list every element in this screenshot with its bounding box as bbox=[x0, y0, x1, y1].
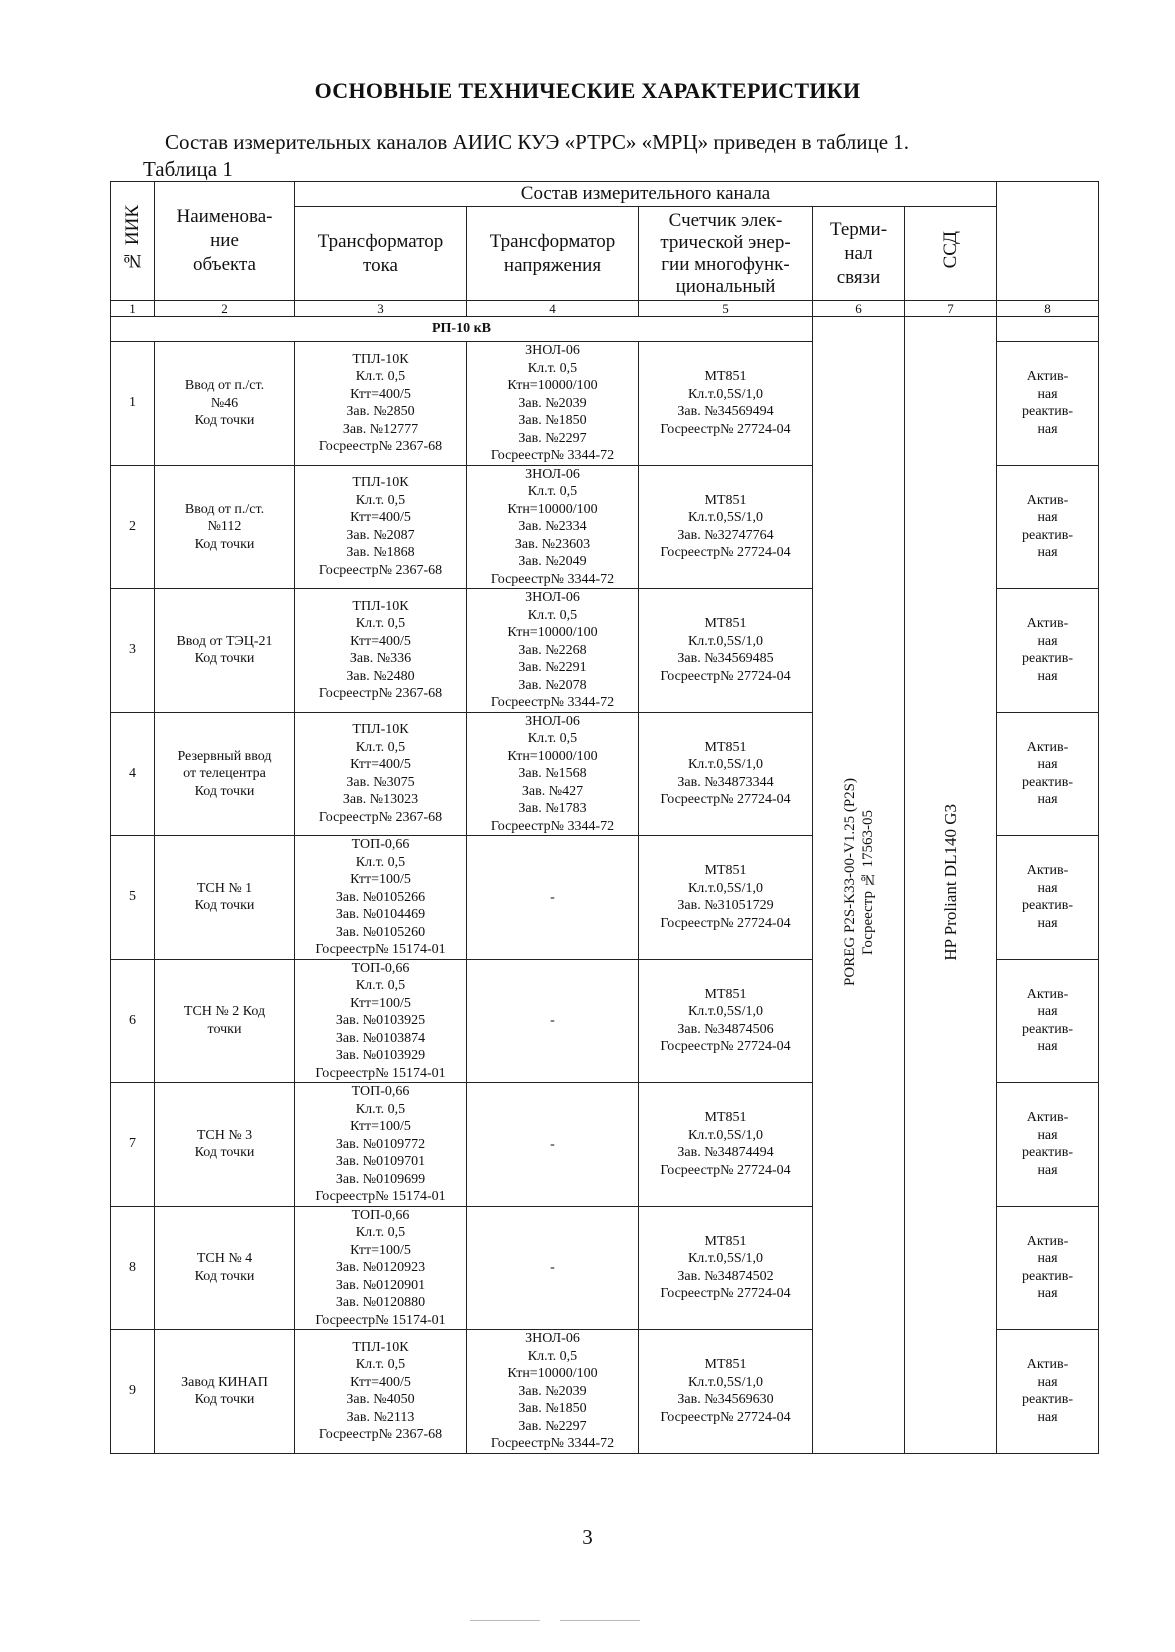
energy-kind: Актив- ная реактив- ная bbox=[997, 589, 1099, 713]
section-col8 bbox=[997, 317, 1099, 342]
terminal-value bbox=[813, 317, 905, 1454]
row-number: 8 bbox=[111, 1206, 155, 1330]
energy-meter: МТ851 Кл.т.0,5S/1,0 Зав. №34874494 Госреестр№ 27724-04 bbox=[639, 1083, 813, 1207]
col-number: 1 bbox=[111, 301, 155, 317]
section-row bbox=[111, 317, 1099, 342]
object-name: ТСН № 4 Код точки bbox=[155, 1206, 295, 1330]
current-transformer: ТОП-0,66 Кл.т. 0,5 Ктт=100/5 Зав. №0103925 Зав. №0103874 Зав. №0103929 Госреестр№ 15174-01 bbox=[295, 959, 467, 1083]
energy-kind: Актив- ная реактив- ная bbox=[997, 1206, 1099, 1330]
energy-meter: МТ851 Кл.т.0,5S/1,0 Зав. №34569494 Госреестр№ 27724-04 bbox=[639, 342, 813, 466]
intro-text: Состав измерительных каналов АИИС КУЭ «РТРС» «МРЦ» приведен в таблице 1. bbox=[165, 130, 910, 154]
object-name: Ввод от п./ст. №46 Код точки bbox=[155, 342, 295, 466]
row-number: 5 bbox=[111, 836, 155, 960]
energy-meter: МТ851 Кл.т.0,5S/1,0 Зав. №34873344 Госреестр№ 27724-04 bbox=[639, 712, 813, 836]
object-name: ТСН № 1 Код точки bbox=[155, 836, 295, 960]
ssd-value bbox=[905, 317, 997, 1454]
header-object: Наименова- ние объекта bbox=[155, 182, 295, 301]
voltage-transformer: ЗНОЛ-06 Кл.т. 0,5 Ктн=10000/100 Зав. №2039 Зав. №1850 Зав. №2297 Госреестр№ 3344-72 bbox=[467, 1330, 639, 1454]
object-name: ТСН № 3 Код точки bbox=[155, 1083, 295, 1207]
energy-kind: Актив- ная реактив- ная bbox=[997, 342, 1099, 466]
col-number: 3 bbox=[295, 301, 467, 317]
energy-kind: Актив- ная реактив- ная bbox=[997, 712, 1099, 836]
voltage-transformer: ЗНОЛ-06 Кл.т. 0,5 Ктн=10000/100 Зав. №2268 Зав. №2291 Зав. №2078 Госреестр№ 3344-72 bbox=[467, 589, 639, 713]
col-number: 2 bbox=[155, 301, 295, 317]
current-transformer: ТПЛ-10К Кл.т. 0,5 Ктт=400/5 Зав. №3075 Зав. №13023 Госреестр№ 2367-68 bbox=[295, 712, 467, 836]
col-number: 7 bbox=[905, 301, 997, 317]
current-transformer: ТОП-0,66 Кл.т. 0,5 Ктт=100/5 Зав. №0105266 Зав. №0104469 Зав. №0105260 Госреестр№ 15174-01 bbox=[295, 836, 467, 960]
col-number: 4 bbox=[467, 301, 639, 317]
current-transformer: ТПЛ-10К Кл.т. 0,5 Ктт=400/5 Зав. №2087 Зав. №1868 Госреестр№ 2367-68 bbox=[295, 465, 467, 589]
header-terminal: Терми- нал связи bbox=[813, 207, 905, 301]
voltage-transformer: - bbox=[467, 836, 639, 960]
col-number: 6 bbox=[813, 301, 905, 317]
header-meter: Счетчик элек- трической энер- гии многофунк- циональный bbox=[639, 207, 813, 301]
row-number: 4 bbox=[111, 712, 155, 836]
energy-meter: МТ851 Кл.т.0,5S/1,0 Зав. №34569485 Госреестр№ 27724-04 bbox=[639, 589, 813, 713]
object-name: ТСН № 2 Код точки bbox=[155, 959, 295, 1083]
energy-kind: Актив- ная реактив- ная bbox=[997, 836, 1099, 960]
current-transformer: ТПЛ-10К Кл.т. 0,5 Ктт=400/5 Зав. №2850 Зав. №12777 Госреестр№ 2367-68 bbox=[295, 342, 467, 466]
energy-meter: МТ851 Кл.т.0,5S/1,0 Зав. №34874502 Госреестр№ 27724-04 bbox=[639, 1206, 813, 1330]
energy-meter: МТ851 Кл.т.0,5S/1,0 Зав. №34874506 Госреестр№ 27724-04 bbox=[639, 959, 813, 1083]
energy-kind: Актив- ная реактив- ная bbox=[997, 1083, 1099, 1207]
row-number: 6 bbox=[111, 959, 155, 1083]
col-number: 5 bbox=[639, 301, 813, 317]
measurement-channels-table bbox=[110, 181, 1099, 1454]
page-number: 3 bbox=[582, 1525, 593, 1549]
header-col8 bbox=[997, 182, 1099, 301]
header-vt: Трансформатор напряжения bbox=[467, 207, 639, 301]
object-name: Ввод от п./ст. №112 Код точки bbox=[155, 465, 295, 589]
scan-artifact bbox=[470, 1620, 540, 1621]
row-number: 2 bbox=[111, 465, 155, 589]
row-number: 7 bbox=[111, 1083, 155, 1207]
row-number: 1 bbox=[111, 342, 155, 466]
voltage-transformer: ЗНОЛ-06 Кл.т. 0,5 Ктн=10000/100 Зав. №1568 Зав. №427 Зав. №1783 Госреестр№ 3344-72 bbox=[467, 712, 639, 836]
ssd-value-text: HP Proliant DL140 G3 bbox=[940, 803, 960, 961]
scan-artifact bbox=[560, 1620, 640, 1621]
object-name: Завод КИНАП Код точки bbox=[155, 1330, 295, 1454]
table-caption: Таблица 1 bbox=[143, 157, 233, 181]
voltage-transformer: ЗНОЛ-06 Кл.т. 0,5 Ктн=10000/100 Зав. №2039 Зав. №1850 Зав. №2297 Госреестр№ 3344-72 bbox=[467, 342, 639, 466]
page-title: ОСНОВНЫЕ ТЕХНИЧЕСКИЕ ХАРАКТЕРИСТИКИ bbox=[314, 78, 861, 103]
energy-meter: МТ851 Кл.т.0,5S/1,0 Зав. №31051729 Госреестр№ 27724-04 bbox=[639, 836, 813, 960]
current-transformer: ТПЛ-10К Кл.т. 0,5 Ктт=400/5 Зав. №4050 Зав. №2113 Госреестр№ 2367-68 bbox=[295, 1330, 467, 1454]
header-ssd bbox=[905, 207, 997, 301]
energy-kind: Актив- ная реактив- ная bbox=[997, 465, 1099, 589]
energy-kind: Актив- ная реактив- ная bbox=[997, 1330, 1099, 1454]
section-title: РП-10 кВ bbox=[111, 317, 813, 342]
voltage-transformer: - bbox=[467, 959, 639, 1083]
row-number: 3 bbox=[111, 589, 155, 713]
column-number-row bbox=[111, 301, 1099, 317]
terminal-value-text: POREG P2S-K33-00-V1.25 (P2S) Госреестр № 17563-05 bbox=[841, 778, 876, 987]
object-name: Резервный ввод от телецентра Код точки bbox=[155, 712, 295, 836]
voltage-transformer: ЗНОЛ-06 Кл.т. 0,5 Ктн=10000/100 Зав. №2334 Зав. №23603 Зав. №2049 Госреестр№ 3344-72 bbox=[467, 465, 639, 589]
col-number: 8 bbox=[997, 301, 1099, 317]
object-name: Ввод от ТЭЦ-21 Код точки bbox=[155, 589, 295, 713]
header-iik bbox=[111, 182, 155, 301]
energy-kind: Актив- ная реактив- ная bbox=[997, 959, 1099, 1083]
voltage-transformer: - bbox=[467, 1206, 639, 1330]
header-ct: Трансформатор тока bbox=[295, 207, 467, 301]
header-ssd-label: ССД bbox=[939, 231, 961, 269]
current-transformer: ТПЛ-10К Кл.т. 0,5 Ктт=400/5 Зав. №336 Зав. №2480 Госреестр№ 2367-68 bbox=[295, 589, 467, 713]
current-transformer: ТОП-0,66 Кл.т. 0,5 Ктт=100/5 Зав. №0109772 Зав. №0109701 Зав. №0109699 Госреестр№ 15174-01 bbox=[295, 1083, 467, 1207]
current-transformer: ТОП-0,66 Кл.т. 0,5 Ктт=100/5 Зав. №0120923 Зав. №0120901 Зав. №0120880 Госреестр№ 15174-01 bbox=[295, 1206, 467, 1330]
energy-meter: МТ851 Кл.т.0,5S/1,0 Зав. №34569630 Госреестр№ 27724-04 bbox=[639, 1330, 813, 1454]
header-iik-label: № ИИК bbox=[121, 204, 143, 271]
header-group: Состав измерительного канала bbox=[295, 182, 997, 207]
energy-meter: МТ851 Кл.т.0,5S/1,0 Зав. №32747764 Госреестр№ 27724-04 bbox=[639, 465, 813, 589]
voltage-transformer: - bbox=[467, 1083, 639, 1207]
row-number: 9 bbox=[111, 1330, 155, 1454]
